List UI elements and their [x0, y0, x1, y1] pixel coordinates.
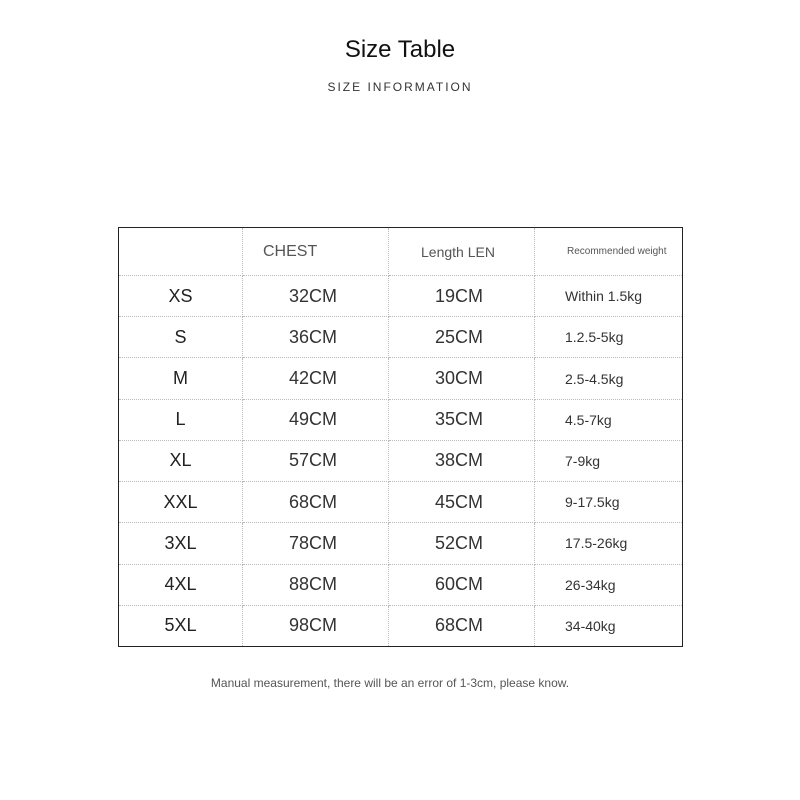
weight-cell: 7-9kg	[535, 440, 683, 481]
weight-cell: 1.2.5-5kg	[535, 317, 683, 358]
size-cell: L	[119, 399, 243, 440]
length-cell: 25CM	[389, 317, 535, 358]
weight-cell: 9-17.5kg	[535, 482, 683, 523]
chest-cell: 98CM	[243, 605, 389, 646]
length-cell: 45CM	[389, 482, 535, 523]
page-subtitle: SIZE INFORMATION	[327, 80, 473, 94]
chest-cell: 88CM	[243, 564, 389, 605]
chest-cell: 42CM	[243, 358, 389, 399]
table-row	[119, 358, 683, 399]
header-row	[119, 228, 683, 276]
header-cell-size	[119, 228, 243, 276]
header-cell-weight: Recommended weight	[535, 228, 683, 276]
weight-cell: 26-34kg	[535, 564, 683, 605]
size-cell: 3XL	[119, 523, 243, 564]
table-row	[119, 317, 683, 358]
length-cell: 19CM	[389, 276, 535, 317]
table-row	[119, 523, 683, 564]
table-row	[119, 399, 683, 440]
weight-cell: 17.5-26kg	[535, 523, 683, 564]
weight-cell: 4.5-7kg	[535, 399, 683, 440]
length-cell: 30CM	[389, 358, 535, 399]
size-cell: 5XL	[119, 605, 243, 646]
page-title: Size Table	[344, 36, 456, 63]
size-cell: S	[119, 317, 243, 358]
size-cell: M	[119, 358, 243, 399]
chest-cell: 78CM	[243, 523, 389, 564]
header-cell-chest: CHEST	[243, 228, 389, 276]
weight-cell: 2.5-4.5kg	[535, 358, 683, 399]
chest-cell: 36CM	[243, 317, 389, 358]
size-cell: XL	[119, 440, 243, 481]
table-row	[119, 440, 683, 481]
table-row	[119, 605, 683, 646]
weight-cell: 34-40kg	[565, 617, 616, 634]
size-cell: 4XL	[119, 564, 243, 605]
measurement-note: Manual measurement, there will be an error of 1-3cm, please know.	[210, 676, 570, 690]
table-row	[119, 482, 683, 523]
size-cell: XS	[119, 276, 243, 317]
size-cell: XXL	[119, 482, 243, 523]
size-table	[118, 227, 683, 647]
table-row	[119, 276, 683, 317]
weight-cell: Within 1.5kg	[535, 276, 683, 317]
chest-cell: 57CM	[243, 440, 389, 481]
chest-cell: 32CM	[243, 276, 389, 317]
length-cell: 68CM	[389, 605, 535, 646]
length-cell: 60CM	[389, 564, 535, 605]
length-cell: 35CM	[389, 399, 535, 440]
length-cell: 38CM	[389, 440, 535, 481]
length-cell: 52CM	[389, 523, 535, 564]
table-row	[119, 564, 683, 605]
chest-cell: 49CM	[243, 399, 389, 440]
chest-cell: 68CM	[243, 482, 389, 523]
header-cell-length: Length LEN	[389, 228, 535, 276]
